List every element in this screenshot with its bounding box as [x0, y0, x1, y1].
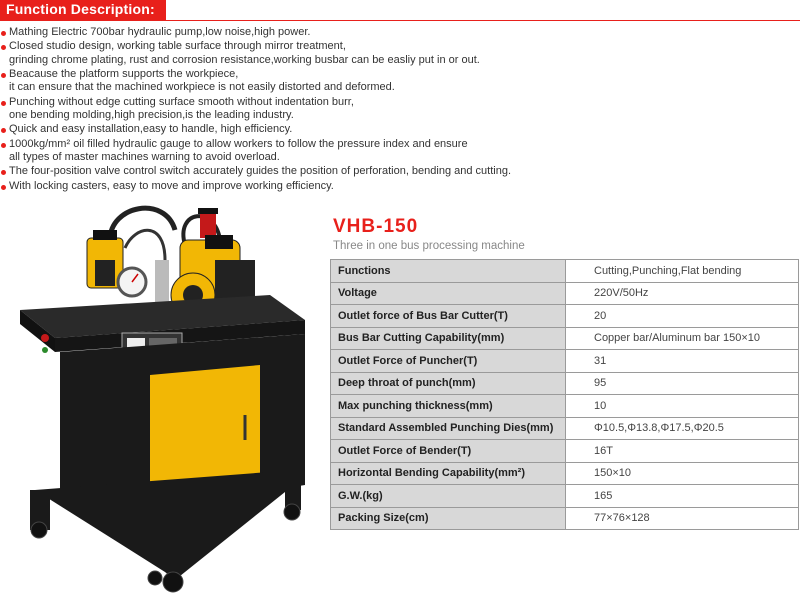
spec-label: Outlet force of Bus Bar Cutter(T) [331, 305, 566, 328]
description-line: With locking casters, easy to move and improve working efficiency. [9, 179, 334, 192]
spec-label: Deep throat of punch(mm) [331, 372, 566, 395]
machine-image [15, 200, 315, 599]
spec-value: 10 [566, 395, 799, 418]
spec-label: Outlet Force of Puncher(T) [331, 350, 566, 373]
spec-value: 77×76×128 [566, 507, 799, 530]
spec-label: Horizontal Bending Capability(mm²) [331, 462, 566, 485]
description-line: 1000kg/mm² oil filled hydraulic gauge to allow workers to follow the pressure index and ensure [9, 137, 468, 150]
bullet-icon [1, 31, 6, 36]
section-header [0, 0, 166, 20]
spec-value: 16T [566, 440, 799, 463]
spec-label: Max punching thickness(mm) [331, 395, 566, 418]
description-item [0, 180, 800, 193]
product-model: VHB-150 [333, 216, 419, 237]
function-description-list [0, 26, 800, 194]
description-line: it can ensure that the machined workpiece is not easily distorted and deformed. [9, 81, 395, 94]
spec-label: G.W.(kg) [331, 485, 566, 508]
description-line: The four-position valve control switch accurately guides the position of perforation, bending and cutting. [9, 165, 512, 178]
bullet-icon [1, 170, 6, 175]
description-line: all types of master machines warning to avoid overload. [9, 150, 280, 163]
spec-value: 165 [566, 485, 799, 508]
header-divider [0, 20, 800, 21]
description-line: one bending molding,high precision,is the leading industry. [9, 108, 294, 121]
spec-row [331, 282, 799, 305]
description-item [0, 138, 800, 164]
spec-value: Cutting,Punching,Flat bending [566, 260, 799, 283]
bullet-icon [1, 45, 6, 50]
description-line: Mathing Electric 700bar hydraulic pump,low noise,high power. [9, 26, 311, 38]
spec-label: Outlet Force of Bender(T) [331, 440, 566, 463]
product-subtitle: Three in one bus processing machine [333, 240, 525, 252]
bullet-icon [1, 128, 6, 133]
description-line: Punching without edge cutting surface smooth without indentation burr, [9, 95, 354, 108]
spec-row [331, 440, 799, 463]
spec-row [331, 485, 799, 508]
spec-row [331, 327, 799, 350]
description-item [0, 40, 800, 66]
description-line: Quick and easy installation,easy to handle, high efficiency. [9, 123, 293, 136]
description-item [0, 96, 800, 122]
spec-row [331, 462, 799, 485]
spec-value: 220V/50Hz [566, 282, 799, 305]
spec-value: 150×10 [566, 462, 799, 485]
bullet-icon [1, 143, 6, 148]
spec-value: Copper bar/Aluminum bar 150×10 [566, 327, 799, 350]
spec-label: Standard Assembled Punching Dies(mm) [331, 417, 566, 440]
spec-value: 95 [566, 372, 799, 395]
bullet-icon [1, 185, 6, 190]
spec-value: 31 [566, 350, 799, 373]
description-item [0, 165, 800, 178]
spec-label: Bus Bar Cutting Capability(mm) [331, 327, 566, 350]
spec-row [331, 350, 799, 373]
spec-row [331, 395, 799, 418]
spec-label: Voltage [331, 282, 566, 305]
spec-row [331, 305, 799, 328]
section-title: Function Description: [6, 1, 155, 17]
description-line: Closed studio design, working table surface through mirror treatment, [9, 40, 346, 53]
spec-value: 20 [566, 305, 799, 328]
description-item [0, 123, 800, 136]
spec-value: Φ10.5,Φ13.8,Φ17.5,Φ20.5 [566, 417, 799, 440]
description-line: Beacause the platform supports the workpiece, [9, 67, 239, 80]
description-item [0, 68, 800, 94]
spec-row [331, 260, 799, 283]
spec-label: Packing Size(cm) [331, 507, 566, 530]
description-item [0, 26, 800, 39]
spec-row [331, 507, 799, 530]
spec-row [331, 372, 799, 395]
bullet-icon [1, 101, 6, 106]
bullet-icon [1, 73, 6, 78]
description-line: grinding chrome plating, rust and corrosion resistance,working busbar can be easliy put in or out. [9, 53, 480, 66]
spec-label: Functions [331, 260, 566, 283]
spec-row [331, 417, 799, 440]
spec-table [330, 259, 799, 530]
